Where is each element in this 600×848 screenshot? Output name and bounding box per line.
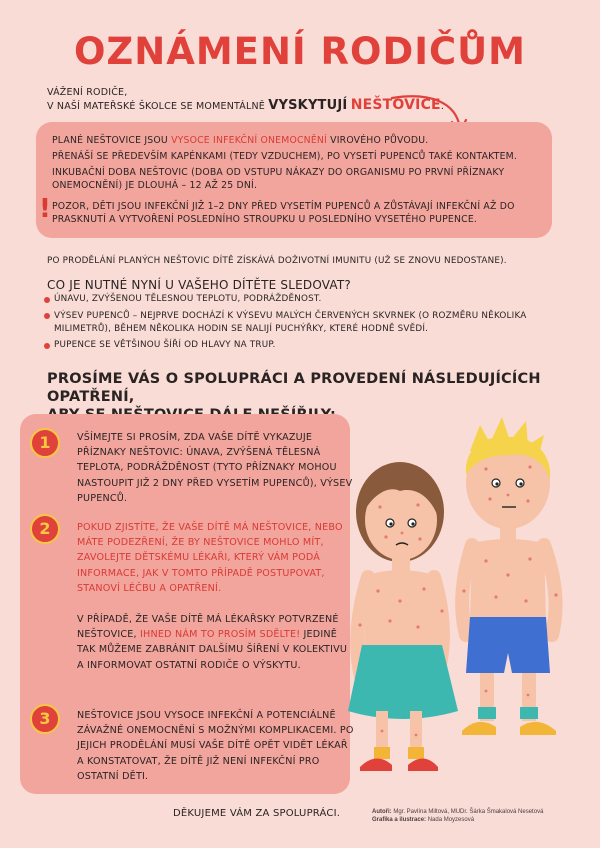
credits-authors: Mgr. Pavlína Miltová, MUDr. Šárka Šmakalová Nesetová — [393, 809, 544, 815]
disease-info-box — [36, 122, 552, 238]
step-2-report-urgent: IHNED NÁM TO PROSÍM SDĚLTE! — [140, 629, 301, 641]
greeting-salutation: VÁŽENÍ RODIČE, — [47, 87, 128, 98]
credits-illustration: Nada Moyzesová — [427, 817, 475, 823]
list-item: ÚNAVU, ZVÝŠENOU TĚLESNOU TEPLOTU, PODRÁŽDĚNOST. — [44, 293, 554, 306]
credits-illustration-label: Grafika a ilustrace: — [372, 817, 427, 823]
step-2-report — [77, 612, 357, 673]
greeting — [47, 86, 444, 113]
watch-question: CO JE NUTNÉ NYNÍ U VAŠEHO DÍTĚTE SLEDOVAT? — [47, 278, 351, 292]
info-transmission: PŘENÁŠÍ SE PŘEDEVŠÍM KAPÉNKAMI (TEDY VZDUCHEM), PO VYSETÍ PUPENCŮ TAKÉ KONTAKTEM. — [52, 151, 518, 162]
step-2-report-end: JEDINĚ TAK MŮŽEME ZABRÁNIT DALŠÍMU ŠÍŘENÍ V KOLEKTIVU A INFORMOVAT OSTATNÍ RODIČE O VÝSKYTU. — [77, 629, 348, 671]
list-item: VÝSEV PUPENCŮ – NEJPRVE DOCHÁZÍ K VÝSEVU MALÝCH ČERVENÝCH SKVRNEK (O ROZMĚRU NĚKOLIKA MILIMETRŮ), BĚHEM NĚKOLIKA HODIN SE NALIJÍ PUCHÝŘKY, KTERÉ HODNĚ SVĚDÍ. — [44, 310, 554, 336]
girl-figure — [348, 462, 458, 771]
greeting-line — [47, 99, 444, 113]
watch-list — [44, 293, 554, 356]
info-origin-text: PLANÉ NEŠTOVICE JSOU — [52, 135, 168, 146]
credits-authors-label: Autoři: — [372, 809, 392, 815]
immunity-note: PO PRODĚLÁNÍ PLANÝCH NEŠTOVIC DÍTĚ ZÍSKÁVÁ DOŽIVOTNÍ IMUNITU (UŽ SE ZNOVU NEDOSTANE). — [47, 256, 507, 266]
info-origin-end: VIROVÉHO PŮVODU. — [330, 135, 429, 146]
step-2-report-text: V PŘÍPADĚ, ŽE VAŠE DÍTĚ MÁ LÉKAŘSKY POTVRZENÉ NEŠTOVICE, — [77, 614, 339, 641]
info-incubation: INKUBAČNÍ DOBA NEŠTOVIC (DOBA OD VSTUPU NÁKAZY DO ORGANISMU PO PRVNÍ PŘÍZNAKY ONEMOCNĚNÍ) JE DLOUHÁ – 12 AŽ 25 DNÍ. — [52, 167, 505, 192]
measures-box — [20, 414, 354, 794]
step-number-badge: 3 — [30, 704, 60, 734]
page-title: OZNÁMENÍ RODIČŮM — [73, 30, 527, 73]
credits — [372, 808, 543, 824]
greeting-disease: NEŠTOVICE — [350, 97, 441, 113]
request-line: PROSÍME VÁS O SPOLUPRÁCI A PROVEDENÍ NÁSLEDUJÍCÍCH OPATŘENÍ, — [47, 371, 541, 405]
greeting-period: . — [440, 101, 445, 112]
info-origin — [52, 134, 550, 147]
info-highly-infectious: VYSOCE INFEKČNÍ ONEMOCNĚNÍ — [171, 135, 327, 146]
step-2-doctor: POKUD ZJISTÍTE, ŽE VAŠE DÍTĚ MÁ NEŠTOVICE, NEBO MÁTE PODEZŘENÍ, ŽE BY NEŠTOVICE MOHLO MÍT, ZAVOLEJTE DĚTSKÉMU LÉKAŘI, KTERÝ VÁM PODÁ INFORMACE, JAK V TOMTO PŘÍPADĚ POSTUPOVAT, STANOVÍ LÉČBU A OPATŘENÍ. — [77, 522, 343, 594]
exclamation-icon: ! — [39, 194, 52, 224]
thanks-note: DĚKUJEME VÁM ZA SPOLUPRÁCI. — [173, 808, 341, 819]
step-number-badge: 2 — [30, 514, 60, 544]
step-1-text: VŠÍMEJTE SI PROSÍM, ZDA VAŠE DÍTĚ VYKAZUJE PŘÍZNAKY NEŠTOVIC: ÚNAVA, ZVÝŠENÁ TĚLESNÁ TEPLOTA, PODRÁŽDĚNOST (TYTO PŘÍZNAKY MOHOU NASTOUPIT JIŽ 2 DNY PŘED VYSETÍM PUPENCŮ), VÝSEV PUPENCŮ. — [77, 432, 353, 504]
info-infectious-period: POZOR, DĚTI JSOU INFEKČNÍ JIŽ 1–2 DNY PŘED VYSETÍM PUPENCŮ A ZŮSTÁVAJÍ INFEKČNÍ AŽ DO PRASKNUTÍ A VYTVOŘENÍ POSLEDNÍHO STROUPKU U POSLEDNÍHO VYSETÉHO PUPENCE. — [52, 201, 515, 226]
children-with-chickenpox-illustration — [330, 395, 590, 795]
list-item: PUPENCE SE VĚTŠINOU ŠÍŘÍ OD HLAVY NA TRUP. — [44, 339, 554, 352]
greeting-text: V NAŠÍ MATEŘSKÉ ŠKOLCE SE MOMENTÁLNĚ — [47, 101, 265, 112]
step-3-text: NEŠTOVICE JSOU VYSOCE INFEKČNÍ A POTENCIÁLNĚ ZÁVAŽNÉ ONEMOCNĚNÍ S MOŽNÝMI KOMPLIKACEMI. PO JEJICH PRODĚLÁNÍ MUSÍ VAŠE DÍTĚ OPĚT VIDĚT LÉKAŘ A KONSTATOVAT, ŽE DÍTĚ JIŽ NENÍ INFEKČNÍ PRO OSTATNÍ DĚTI. — [77, 710, 354, 782]
greeting-emphasis: VYSKYTUJÍ — [268, 98, 348, 113]
step-number-badge: 1 — [30, 428, 60, 458]
